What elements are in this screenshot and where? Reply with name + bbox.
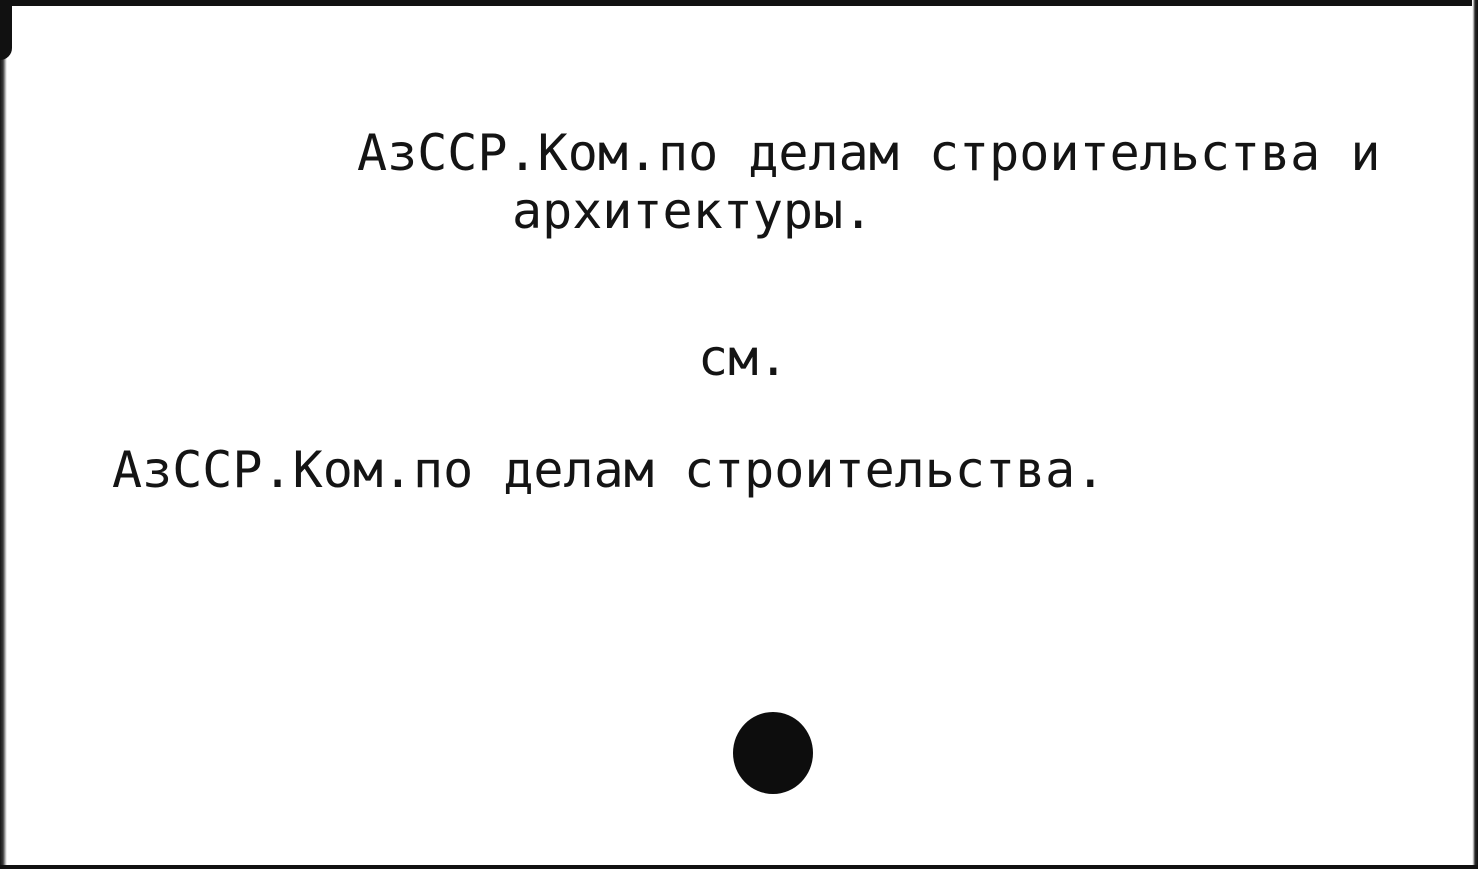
scan-edge-right xyxy=(1472,0,1478,869)
heading-line-2: архитектуры. xyxy=(512,182,874,240)
scan-edge-bottom xyxy=(0,865,1478,869)
punch-hole-icon xyxy=(733,712,813,794)
scan-edge-left xyxy=(0,0,7,869)
scan-edge-corner xyxy=(0,0,12,60)
reference-heading: АзССР.Ком.по делам строительства. xyxy=(112,441,1106,499)
heading-line-1: АзССР.Ком.по делам строительства и xyxy=(357,124,1381,182)
see-reference-label: см. xyxy=(698,329,789,387)
scan-edge-top xyxy=(0,0,1478,6)
